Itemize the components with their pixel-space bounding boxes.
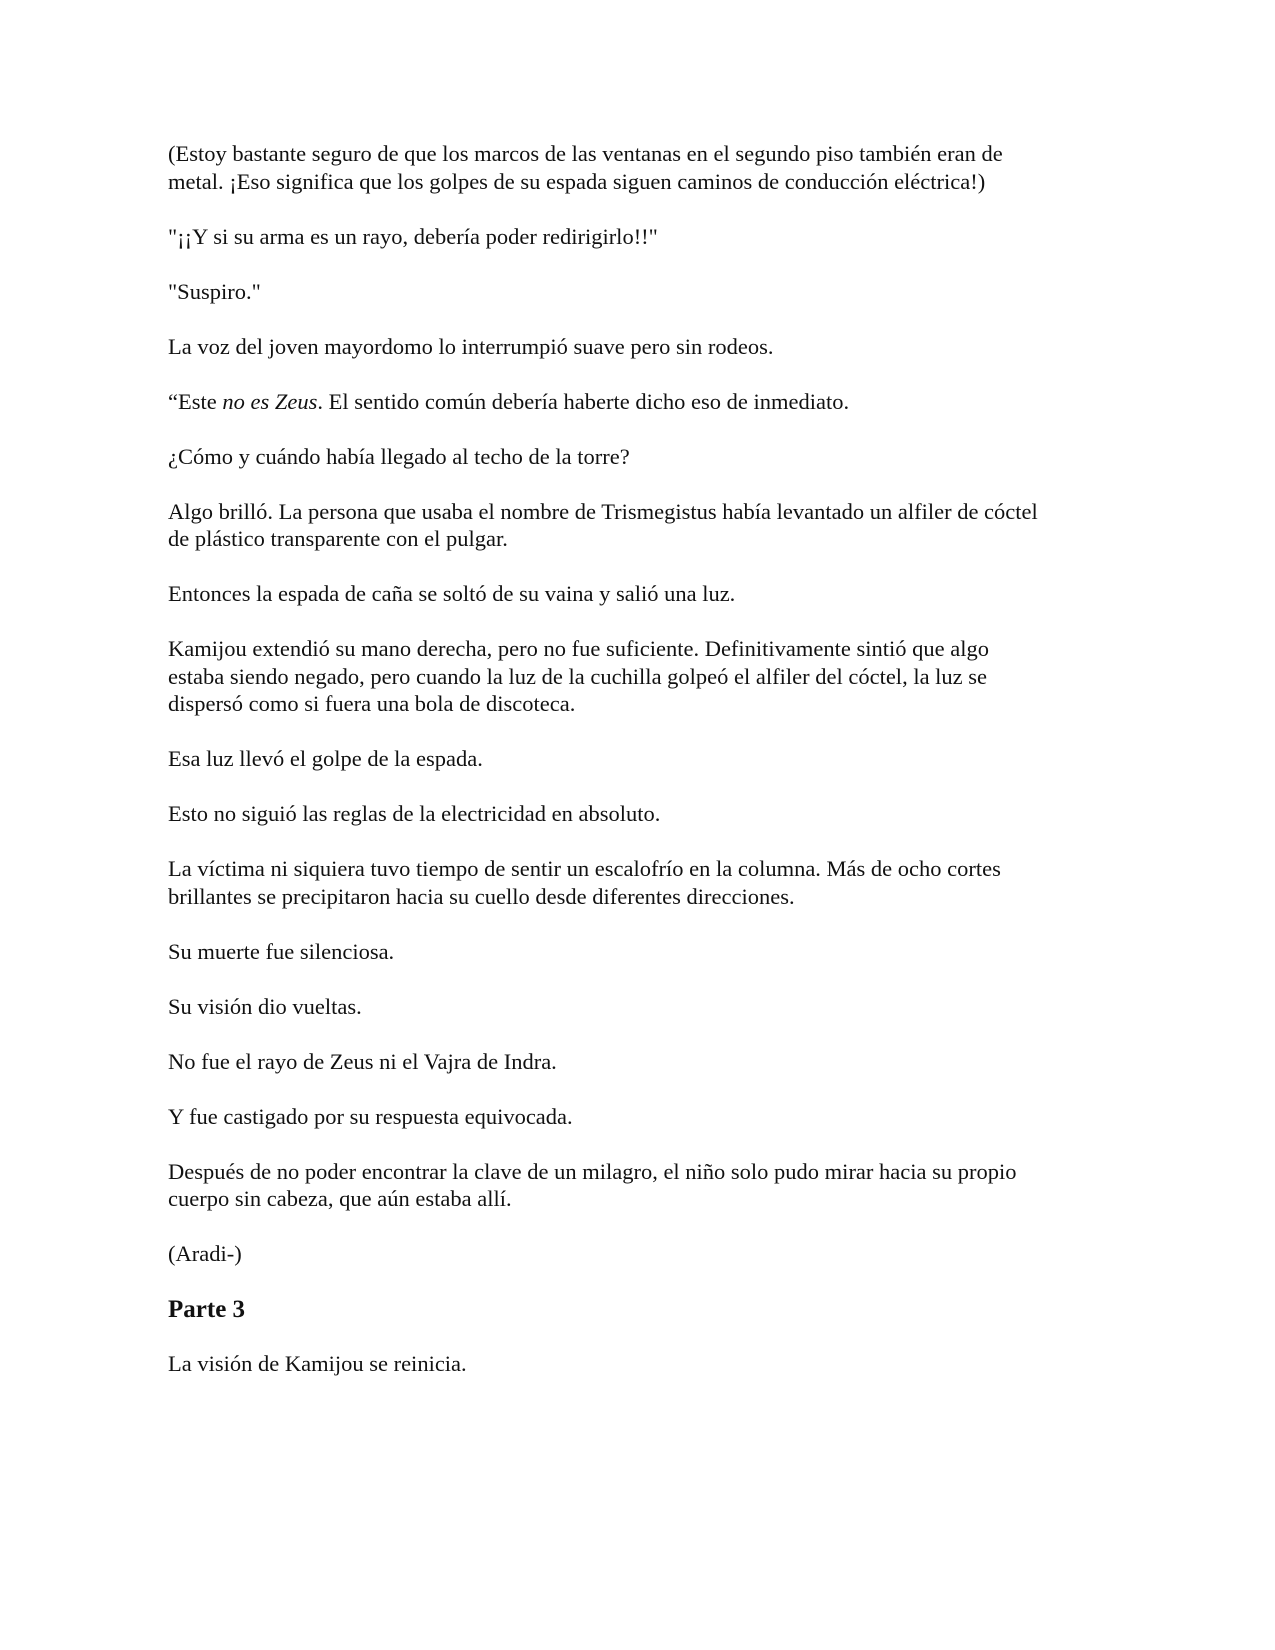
paragraph-7: Algo brilló. La persona que usaba el nombre de Trismegistus había levantado un alfiler de cóctel de plástico transparente con el pulgar. <box>168 498 1038 551</box>
paragraph-5 <box>168 388 1048 416</box>
paragraph-14: Su visión dio vueltas. <box>168 993 362 1019</box>
paragraph-18: (Aradi-) <box>168 1241 242 1266</box>
document-page <box>168 140 1048 1405</box>
section-heading: Parte 3 <box>168 1296 246 1323</box>
paragraph-9: Kamijou extendió su mano derecha, pero no fue suficiente. Definitivamente sintió que algo estaba siendo negado, pero cuando la luz de la cuchilla golpeó el alfiler del cóctel, la luz se dispersó como si fuera una bola de discoteca. <box>168 636 989 716</box>
paragraph-2: "¡¡Y si su arma es un rayo, debería poder redirigirlo!!" <box>168 223 658 249</box>
paragraph-11: Esto no siguió las reglas de la electricidad en absoluto. <box>168 801 661 826</box>
paragraph-13: Su muerte fue silenciosa. <box>168 938 395 964</box>
paragraph-5-after: . El sentido común debería haberte dicho eso de inmediato. <box>317 388 850 414</box>
paragraph-8: Entonces la espada de caña se soltó de su vaina y salió una luz. <box>168 581 736 606</box>
paragraph-6: ¿Cómo y cuándo había llegado al techo de la torre? <box>168 443 630 469</box>
paragraph-5-before: “Este <box>168 388 223 414</box>
paragraph-3: "Suspiro." <box>168 278 261 304</box>
paragraph-5-italic: no es Zeus <box>222 388 318 414</box>
paragraph-10: Esa luz llevó el golpe de la espada. <box>168 746 483 771</box>
paragraph-4: La voz del joven mayordomo lo interrumpió suave pero sin rodeos. <box>168 333 774 359</box>
paragraph-16: Y fue castigado por su respuesta equivocada. <box>168 1103 573 1129</box>
paragraph-15: No fue el rayo de Zeus ni el Vajra de Indra. <box>168 1048 557 1074</box>
paragraph-1: (Estoy bastante seguro de que los marcos de las ventanas en el segundo piso también eran de metal. ¡Eso significa que los golpes de su espada siguen caminos de conducción eléctrica!) <box>168 141 1003 194</box>
paragraph-12: La víctima ni siquiera tuvo tiempo de sentir un escalofrío en la columna. Más de ocho cortes brillantes se precipitaron hacia su cuello desde diferentes direcciones. <box>168 856 1001 909</box>
paragraph-final: La visión de Kamijou se reinicia. <box>168 1351 467 1376</box>
paragraph-17: Después de no poder encontrar la clave de un milagro, el niño solo pudo mirar hacia su propio cuerpo sin cabeza, que aún estaba allí. <box>168 1158 1017 1211</box>
